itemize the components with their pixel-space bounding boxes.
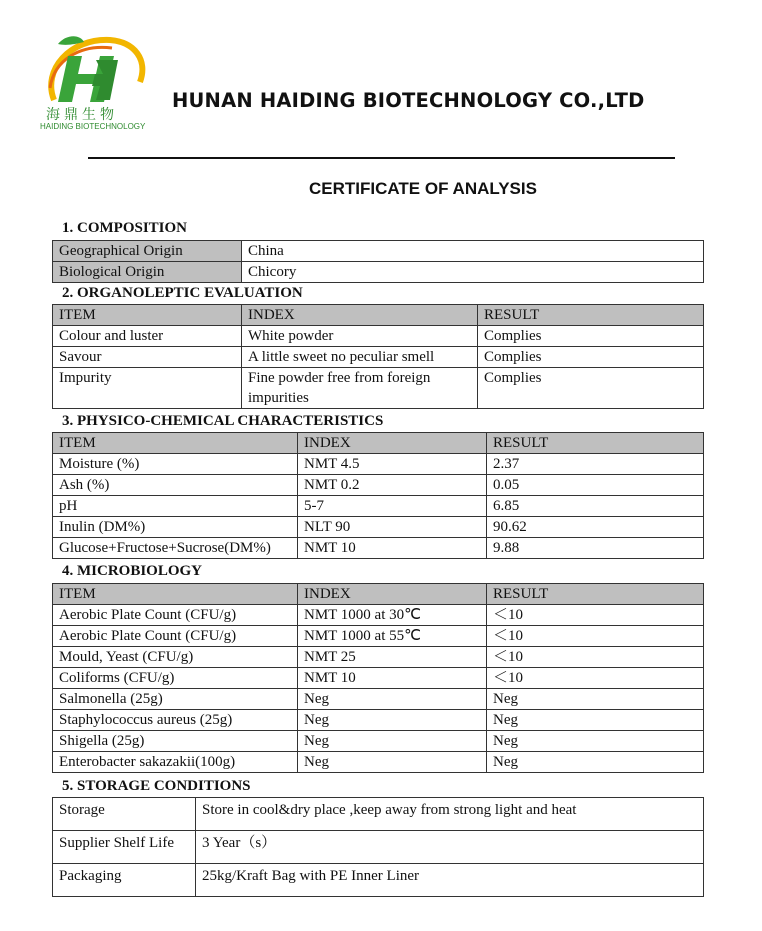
index-cell: White powder [242, 326, 478, 347]
table-row [53, 647, 704, 668]
storage-value: 3 Year（s） [196, 831, 704, 864]
result-cell: Complies [478, 347, 704, 368]
result-cell: ＜10 [487, 626, 704, 647]
table-header-row [53, 584, 704, 605]
composition-value: Chicory [242, 262, 704, 283]
item-cell: Moisture (%) [53, 454, 298, 475]
index-cell: NMT 10 [298, 668, 487, 689]
table-row [53, 689, 704, 710]
column-header: INDEX [298, 433, 487, 454]
section-title-storage: 5. STORAGE CONDITIONS [62, 778, 251, 794]
result-cell: ＜10 [487, 647, 704, 668]
table-row [53, 241, 704, 262]
table-row [53, 731, 704, 752]
result-cell: Complies [478, 368, 704, 409]
table-row [53, 454, 704, 475]
result-cell: ＜10 [487, 668, 704, 689]
index-cell: Neg [298, 710, 487, 731]
item-cell: Ash (%) [53, 475, 298, 496]
index-cell: NLT 90 [298, 517, 487, 538]
composition-label: Biological Origin [53, 262, 242, 283]
item-cell: Impurity [53, 368, 242, 409]
column-header: INDEX [242, 305, 478, 326]
result-cell: Neg [487, 689, 704, 710]
result-cell: Neg [487, 731, 704, 752]
item-cell: Salmonella (25g) [53, 689, 298, 710]
result-cell: 90.62 [487, 517, 704, 538]
logo-english-text: HAIDING BIOTECHNOLOGY [40, 122, 146, 131]
result-cell: 6.85 [487, 496, 704, 517]
table-row [53, 262, 704, 283]
table-row [53, 496, 704, 517]
table-row [53, 326, 704, 347]
header-divider [88, 157, 675, 159]
table-row [53, 798, 704, 831]
item-cell: Savour [53, 347, 242, 368]
table-row [53, 626, 704, 647]
column-header: ITEM [53, 584, 298, 605]
item-cell: Inulin (DM%) [53, 517, 298, 538]
index-cell: Neg [298, 731, 487, 752]
table-header-row [53, 305, 704, 326]
result-cell: Neg [487, 710, 704, 731]
company-name: HUNAN HAIDING BIOTECHNOLOGY CO.,LTD [172, 89, 645, 112]
index-cell: NMT 0.2 [298, 475, 487, 496]
table-row [53, 605, 704, 626]
item-cell: pH [53, 496, 298, 517]
section-title-physico-chemical: 3. PHYSICO-CHEMICAL CHARACTERISTICS [62, 413, 384, 429]
table-row [53, 538, 704, 559]
item-cell: Aerobic Plate Count (CFU/g) [53, 626, 298, 647]
column-header: RESULT [487, 433, 704, 454]
result-cell: Complies [478, 326, 704, 347]
section-title-composition: 1. COMPOSITION [62, 220, 188, 236]
item-cell: Enterobacter sakazakii(100g) [53, 752, 298, 773]
item-cell: Aerobic Plate Count (CFU/g) [53, 605, 298, 626]
section-title-organoleptic: 2. ORGANOLEPTIC EVALUATION [62, 285, 303, 301]
organoleptic-table [52, 304, 704, 409]
index-cell: NMT 10 [298, 538, 487, 559]
table-row [53, 368, 704, 409]
storage-label: Storage [53, 798, 196, 831]
index-cell: NMT 1000 at 55℃ [298, 626, 487, 647]
column-header: INDEX [298, 584, 487, 605]
storage-value: Store in cool&dry place ,keep away from strong light and heat [196, 798, 704, 831]
composition-table [52, 240, 704, 283]
table-row [53, 752, 704, 773]
result-cell: 0.05 [487, 475, 704, 496]
table-row [53, 831, 704, 864]
table-row [53, 710, 704, 731]
index-cell: NMT 1000 at 30℃ [298, 605, 487, 626]
table-row [53, 475, 704, 496]
column-header: RESULT [478, 305, 704, 326]
physico-chemical-table [52, 432, 704, 559]
column-header: ITEM [53, 433, 298, 454]
table-header-row [53, 433, 704, 454]
item-cell: Glucose+Fructose+Sucrose(DM%) [53, 538, 298, 559]
index-cell: Fine powder free from foreign impurities [242, 368, 478, 409]
table-row [53, 668, 704, 689]
column-header: RESULT [487, 584, 704, 605]
result-cell: ＜10 [487, 605, 704, 626]
section-title-microbiology: 4. MICROBIOLOGY [62, 563, 203, 579]
composition-value: China [242, 241, 704, 262]
item-cell: Colour and luster [53, 326, 242, 347]
index-cell: NMT 4.5 [298, 454, 487, 475]
index-cell: A little sweet no peculiar smell [242, 347, 478, 368]
item-cell: Staphylococcus aureus (25g) [53, 710, 298, 731]
column-header: ITEM [53, 305, 242, 326]
haiding-logo-icon [40, 30, 155, 110]
page-title: CERTIFICATE OF ANALYSIS [309, 179, 537, 198]
table-row [53, 347, 704, 368]
storage-label: Supplier Shelf Life [53, 831, 196, 864]
composition-label: Geographical Origin [53, 241, 242, 262]
storage-table [52, 797, 704, 897]
table-row [53, 517, 704, 538]
result-cell: Neg [487, 752, 704, 773]
index-cell: 5-7 [298, 496, 487, 517]
storage-label: Packaging [53, 864, 196, 897]
result-cell: 9.88 [487, 538, 704, 559]
storage-value: 25kg/Kraft Bag with PE Inner Liner [196, 864, 704, 897]
result-cell: 2.37 [487, 454, 704, 475]
item-cell: Coliforms (CFU/g) [53, 668, 298, 689]
index-cell: NMT 25 [298, 647, 487, 668]
microbiology-table [52, 583, 704, 773]
index-cell: Neg [298, 689, 487, 710]
item-cell: Mould, Yeast (CFU/g) [53, 647, 298, 668]
item-cell: Shigella (25g) [53, 731, 298, 752]
logo-chinese-text: 海鼎生物 [46, 107, 118, 123]
table-row [53, 864, 704, 897]
index-cell: Neg [298, 752, 487, 773]
